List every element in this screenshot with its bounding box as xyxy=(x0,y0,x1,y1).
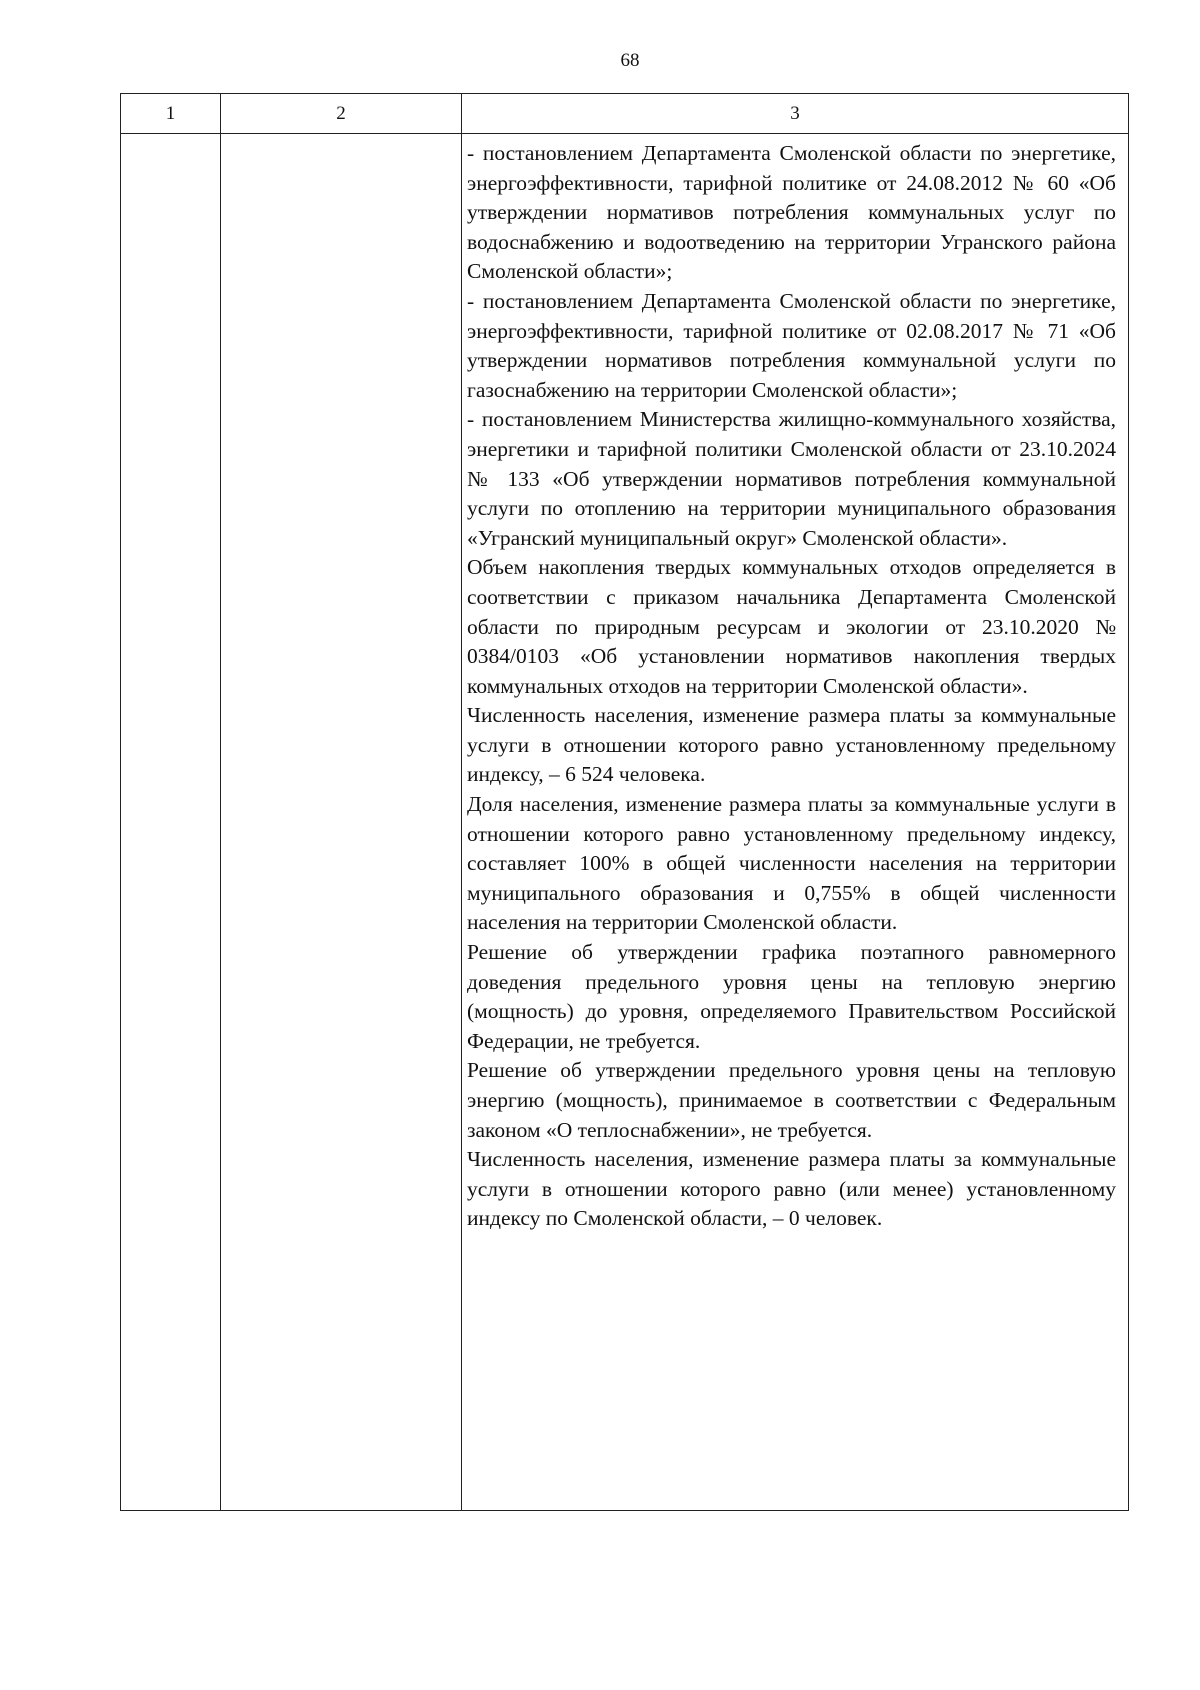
paragraph-heat-price-limit: Решение об утверждении предельного уровня цены на тепловую энергию (мощность), принимаемое в соответствии с Федеральным законом «О теплоснабжении», не требуется. xyxy=(467,1058,1116,1142)
paragraph-population-share: Доля населения, изменение размера платы за коммунальные услуги в отношении которого равно установленному предельному индексу, составляет 100% в общей численности населения на территории муниципального образования и 0,755% в общей численности населения на территории Смоленской области. xyxy=(467,792,1116,935)
page-number: 68 xyxy=(620,50,640,71)
paragraph-heat-price-schedule: Решение об утверждении графика поэтапного равномерного доведения предельного уровня цены на тепловую энергию (мощность) до уровня, определяемого Правительством Российской Федерации, не требуется. xyxy=(467,940,1116,1053)
paragraph-resolution-heating: - постановлением Министерства жилищно-коммунального хозяйства, энергетики и тарифной политики Смоленской области от 23.10.2024 № 133 «Об утверждении нормативов потребления коммунальной услуги по отоплению на территории муниципального образования «Угранский муниципальный округ» Смоленской области». xyxy=(467,407,1116,550)
paragraph-population-count: Численность населения, изменение размера платы за коммунальные услуги в отношении которого равно установленному предельному индексу, – 6 524 человека. xyxy=(467,703,1116,787)
table-row xyxy=(121,134,1129,1511)
table-cell-col-1 xyxy=(121,134,221,1511)
paragraph-waste-volume: Объем накопления твердых коммунальных отходов определяется в соответствии с приказом начальника Департамента Смоленской области по природным ресурсам и экологии от 23.10.2020 № 0384/0103 «Об установлении нормативов накопления твердых коммунальных отходов на территории Смоленской области». xyxy=(467,555,1116,698)
table-cell-col-3 xyxy=(462,134,1129,1511)
paragraph-resolution-water: - постановлением Департамента Смоленской области по энергетике, энергоэффективности, тарифной политике от 24.08.2012 № 60 «Об утверждении нормативов потребления коммунальных услуг по водоснабжению и водоотведению на территории Угранского района Смоленской области»; xyxy=(467,141,1116,284)
table-header-row xyxy=(121,94,1129,134)
table-header-col-2: 2 xyxy=(221,94,462,134)
document-table xyxy=(120,93,1129,1511)
table-header-col-1: 1 xyxy=(121,94,221,134)
table-header-col-3: 3 xyxy=(462,94,1129,134)
paragraph-population-below-index: Численность населения, изменение размера платы за коммунальные услуги в отношении которого равно (или менее) установленному индексу по Смоленской области, – 0 человек. xyxy=(467,1147,1116,1231)
paragraph-resolution-gas: - постановлением Департамента Смоленской области по энергетике, энергоэффективности, тарифной политике от 02.08.2017 № 71 «Об утверждении нормативов потребления коммунальной услуги по газоснабжению на территории Смоленской области»; xyxy=(467,288,1116,402)
table-cell-col-2 xyxy=(221,134,462,1511)
